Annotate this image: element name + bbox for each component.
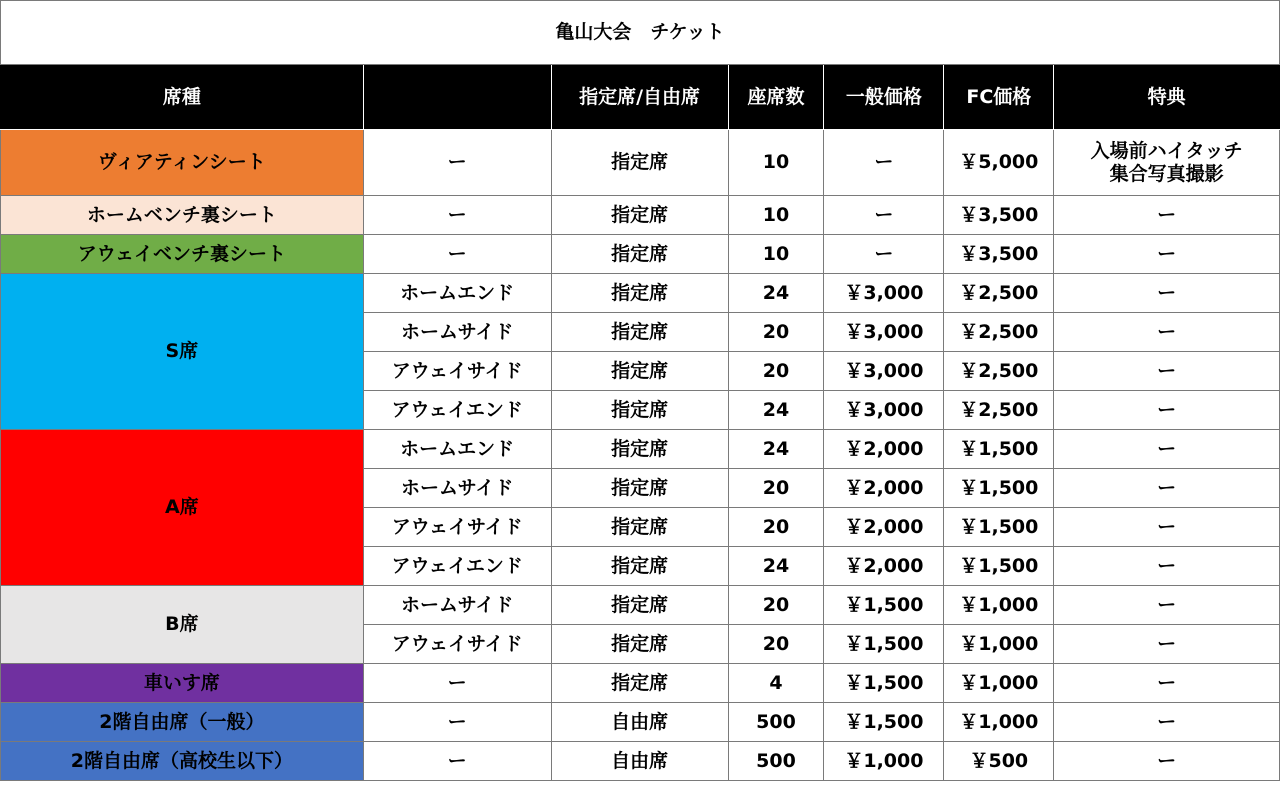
table-row [1, 235, 1280, 274]
header-row [1, 65, 1280, 130]
fc-price-cell: ￥1,500 [944, 469, 1054, 508]
general-price-cell: ー [824, 235, 944, 274]
seat-count-cell: 500 [728, 703, 824, 742]
seat-count-cell: 10 [728, 130, 824, 196]
table-row [1, 703, 1280, 742]
perk-line: ー [1157, 554, 1177, 577]
area-cell: ホームサイド [363, 586, 551, 625]
perk-line: ー [1157, 398, 1177, 421]
perk-line: ー [1157, 359, 1177, 382]
seat-count-cell: 500 [728, 742, 824, 781]
perk-line: ー [1157, 632, 1177, 655]
perks-cell [1054, 235, 1280, 274]
area-cell: ホームエンド [363, 430, 551, 469]
general-price-cell: ￥1,500 [824, 664, 944, 703]
perks-cell [1054, 274, 1280, 313]
table-row [1, 430, 1280, 469]
seat-count-cell: 20 [728, 352, 824, 391]
reserved-free-cell: 自由席 [551, 703, 728, 742]
fc-price-cell: ￥2,500 [944, 313, 1054, 352]
general-price-cell: ￥2,000 [824, 508, 944, 547]
area-cell: ー [363, 235, 551, 274]
seat-count-cell: 20 [728, 313, 824, 352]
reserved-free-cell: 指定席 [551, 625, 728, 664]
table-row [1, 742, 1280, 781]
perk-line: ー [1157, 437, 1177, 460]
area-cell: ホームサイド [363, 469, 551, 508]
header-fc-price: FC価格 [944, 65, 1054, 130]
general-price-cell: ￥1,500 [824, 703, 944, 742]
table-row [1, 130, 1280, 196]
area-cell: ー [363, 703, 551, 742]
fc-price-cell: ￥500 [944, 742, 1054, 781]
seat-count-cell: 4 [728, 664, 824, 703]
perks-cell [1054, 625, 1280, 664]
perks-cell [1054, 742, 1280, 781]
perk-line: ー [1157, 671, 1177, 694]
seat-type-cell: S席 [1, 274, 364, 430]
header-general-price: 一般価格 [824, 65, 944, 130]
seat-type-cell: A席 [1, 430, 364, 586]
seat-count-cell: 10 [728, 196, 824, 235]
table-title: 亀山大会 チケット [1, 1, 1280, 65]
seat-type-cell: 2階自由席（高校生以下） [1, 742, 364, 781]
table-row [1, 586, 1280, 625]
perks-cell [1054, 547, 1280, 586]
table-body [1, 130, 1280, 781]
seat-type-cell: 2階自由席（一般） [1, 703, 364, 742]
perks-cell [1054, 313, 1280, 352]
seat-type-cell: アウェイベンチ裏シート [1, 235, 364, 274]
perks-cell [1054, 352, 1280, 391]
perk-line: ー [1157, 515, 1177, 538]
perk-line: ー [1157, 203, 1177, 226]
general-price-cell: ￥2,000 [824, 469, 944, 508]
perks-cell [1054, 196, 1280, 235]
table-row [1, 274, 1280, 313]
seat-count-cell: 24 [728, 391, 824, 430]
reserved-free-cell: 指定席 [551, 547, 728, 586]
area-cell: アウェイサイド [363, 508, 551, 547]
area-cell: ー [363, 742, 551, 781]
fc-price-cell: ￥1,000 [944, 625, 1054, 664]
perks-cell [1054, 391, 1280, 430]
fc-price-cell: ￥1,500 [944, 430, 1054, 469]
perk-line: ー [1157, 320, 1177, 343]
title-row [1, 1, 1280, 65]
fc-price-cell: ￥2,500 [944, 391, 1054, 430]
perks-cell [1054, 469, 1280, 508]
seat-count-cell: 20 [728, 469, 824, 508]
perk-line: 入場前ハイタッチ [1090, 139, 1243, 162]
perks-cell [1054, 703, 1280, 742]
reserved-free-cell: 指定席 [551, 274, 728, 313]
header-perks: 特典 [1054, 65, 1280, 130]
general-price-cell: ￥2,000 [824, 430, 944, 469]
table-row [1, 196, 1280, 235]
general-price-cell: ￥1,500 [824, 625, 944, 664]
reserved-free-cell: 指定席 [551, 469, 728, 508]
header-seat-type: 席種 [1, 65, 364, 130]
reserved-free-cell: 指定席 [551, 586, 728, 625]
table-row [1, 664, 1280, 703]
header-area [363, 65, 551, 130]
general-price-cell: ￥3,000 [824, 313, 944, 352]
area-cell: アウェイエンド [363, 391, 551, 430]
reserved-free-cell: 指定席 [551, 508, 728, 547]
perk-line: ー [1157, 749, 1177, 772]
fc-price-cell: ￥2,500 [944, 352, 1054, 391]
reserved-free-cell: 指定席 [551, 352, 728, 391]
area-cell: アウェイサイド [363, 352, 551, 391]
perks-cell [1054, 430, 1280, 469]
fc-price-cell: ￥1,000 [944, 664, 1054, 703]
perk-line: ー [1157, 242, 1177, 265]
seat-count-cell: 24 [728, 547, 824, 586]
reserved-free-cell: 指定席 [551, 430, 728, 469]
fc-price-cell: ￥1,000 [944, 586, 1054, 625]
area-cell: ー [363, 664, 551, 703]
general-price-cell: ￥3,000 [824, 391, 944, 430]
seat-type-cell: ホームベンチ裏シート [1, 196, 364, 235]
seat-type-cell: ヴィアティンシート [1, 130, 364, 196]
general-price-cell: ー [824, 130, 944, 196]
area-cell: ホームサイド [363, 313, 551, 352]
fc-price-cell: ￥1,000 [944, 703, 1054, 742]
reserved-free-cell: 指定席 [551, 235, 728, 274]
perks-cell [1054, 130, 1280, 196]
perks-cell [1054, 586, 1280, 625]
reserved-free-cell: 指定席 [551, 313, 728, 352]
area-cell: アウェイサイド [363, 625, 551, 664]
fc-price-cell: ￥1,500 [944, 547, 1054, 586]
reserved-free-cell: 指定席 [551, 196, 728, 235]
general-price-cell: ￥3,000 [824, 352, 944, 391]
reserved-free-cell: 自由席 [551, 742, 728, 781]
area-cell: ー [363, 196, 551, 235]
reserved-free-cell: 指定席 [551, 664, 728, 703]
fc-price-cell: ￥5,000 [944, 130, 1054, 196]
perk-line: ー [1157, 593, 1177, 616]
seat-count-cell: 24 [728, 430, 824, 469]
seat-count-cell: 20 [728, 625, 824, 664]
reserved-free-cell: 指定席 [551, 130, 728, 196]
seat-type-cell: B席 [1, 586, 364, 664]
perk-line: 集合写真撮影 [1109, 162, 1224, 185]
general-price-cell: ￥2,000 [824, 547, 944, 586]
fc-price-cell: ￥2,500 [944, 274, 1054, 313]
perk-line: ー [1157, 281, 1177, 304]
area-cell: ー [363, 130, 551, 196]
general-price-cell: ￥1,500 [824, 586, 944, 625]
seat-type-cell: 車いす席 [1, 664, 364, 703]
seat-count-cell: 10 [728, 235, 824, 274]
perks-cell [1054, 508, 1280, 547]
perks-cell [1054, 664, 1280, 703]
area-cell: ホームエンド [363, 274, 551, 313]
area-cell: アウェイエンド [363, 547, 551, 586]
reserved-free-cell: 指定席 [551, 391, 728, 430]
fc-price-cell: ￥1,500 [944, 508, 1054, 547]
general-price-cell: ー [824, 196, 944, 235]
header-seat-count: 座席数 [728, 65, 824, 130]
perk-line: ー [1157, 710, 1177, 733]
seat-count-cell: 24 [728, 274, 824, 313]
seat-count-cell: 20 [728, 586, 824, 625]
general-price-cell: ￥1,000 [824, 742, 944, 781]
general-price-cell: ￥3,000 [824, 274, 944, 313]
fc-price-cell: ￥3,500 [944, 235, 1054, 274]
header-reserved-free: 指定席/自由席 [551, 65, 728, 130]
perk-line: ー [1157, 476, 1177, 499]
fc-price-cell: ￥3,500 [944, 196, 1054, 235]
seat-count-cell: 20 [728, 508, 824, 547]
